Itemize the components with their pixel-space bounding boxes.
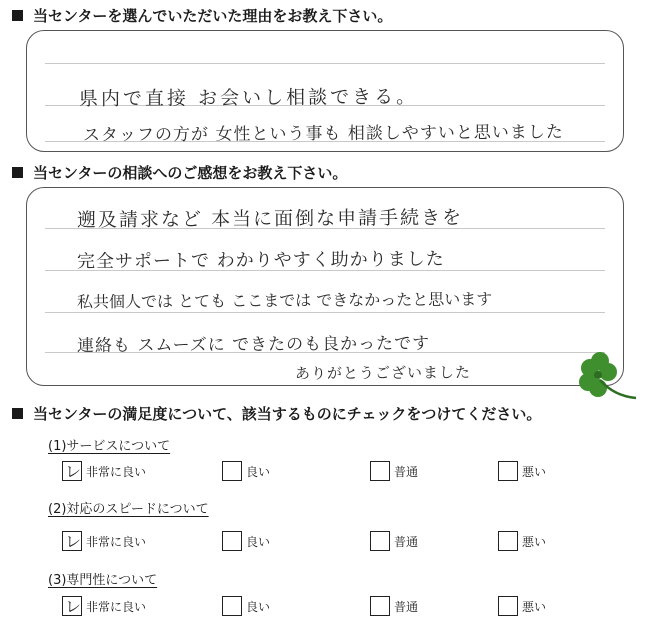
section2-answer-box — [26, 187, 624, 386]
section1-title: 当センターを選んでいただいた理由をお教え下さい。 — [33, 7, 393, 25]
option-label: 普通 — [394, 534, 419, 549]
checkbox[interactable] — [62, 531, 82, 551]
question-1-label: (1)サービスについて — [48, 439, 171, 454]
option-label: 非常に良い — [86, 534, 147, 549]
section3-heading — [12, 403, 541, 424]
checkbox[interactable] — [370, 596, 390, 616]
section3-title: 当センターの満足度について、該当するものにチェックをつけてください。 — [33, 405, 542, 423]
q2-option-very-good[interactable] — [62, 531, 146, 551]
q1-option-bad[interactable] — [498, 461, 546, 481]
option-label: 良い — [246, 534, 271, 549]
section2-answer-line-1: 遡及請求など 本当に面倒な申請手続きを — [76, 206, 464, 232]
check-mark: レ — [65, 597, 82, 616]
section1-answer-box — [26, 30, 624, 152]
section2-answer-line-5: ありがとうございました — [294, 363, 472, 383]
option-label: 良い — [246, 599, 271, 614]
q1-option-average[interactable] — [370, 461, 418, 481]
section1-heading — [12, 5, 392, 26]
section2-answer-line-2: 完全サポートで わかりやすく助かりました — [76, 248, 445, 273]
check-mark: レ — [65, 532, 82, 551]
option-label: 非常に良い — [86, 464, 147, 479]
checkbox[interactable] — [498, 461, 518, 481]
checkbox[interactable] — [370, 461, 390, 481]
checkbox[interactable] — [370, 531, 390, 551]
q3-option-average[interactable] — [370, 596, 418, 616]
section2-title: 当センターの相談へのご感想をお教え下さい。 — [33, 164, 348, 182]
option-label: 普通 — [394, 599, 419, 614]
q2-option-average[interactable] — [370, 531, 418, 551]
q3-option-good[interactable] — [222, 596, 270, 616]
q2-option-bad[interactable] — [498, 531, 546, 551]
checkbox[interactable] — [62, 596, 82, 616]
section1-answer-line-1: 県内で直接 お会いし相談できる。 — [78, 85, 419, 111]
q1-option-very-good[interactable] — [62, 461, 146, 481]
q3-option-very-good[interactable] — [62, 596, 146, 616]
option-label: 悪い — [522, 464, 547, 479]
black-square-icon — [12, 167, 23, 178]
section2-answer-line-4: 連絡も スムーズに できたのも良かったです — [76, 333, 431, 357]
option-label: 良い — [246, 464, 271, 479]
q3-option-bad[interactable] — [498, 596, 546, 616]
q2-option-good[interactable] — [222, 531, 270, 551]
checkbox[interactable] — [62, 461, 82, 481]
checkbox[interactable] — [222, 596, 242, 616]
check-mark: レ — [65, 462, 82, 481]
question-2-label: (2)対応のスピードについて — [48, 502, 209, 517]
option-label: 非常に良い — [86, 599, 147, 614]
checkbox[interactable] — [498, 596, 518, 616]
four-leaf-clover-icon — [574, 352, 640, 404]
option-label: 悪い — [522, 534, 547, 549]
checkbox[interactable] — [498, 531, 518, 551]
option-label: 悪い — [522, 599, 547, 614]
section2-answer-line-3: 私共個人では とても ここまでは できなかったと思います — [76, 289, 493, 312]
section1-answer-line-2: スタッフの方が 女性という事も 相談しやすいと思いました — [82, 122, 564, 146]
option-label: 普通 — [394, 464, 419, 479]
q1-option-good[interactable] — [222, 461, 270, 481]
question-3-label: (3)専門性について — [48, 573, 158, 588]
section2-heading — [12, 162, 347, 183]
checkbox[interactable] — [222, 461, 242, 481]
checkbox[interactable] — [222, 531, 242, 551]
black-square-icon — [12, 408, 23, 419]
black-square-icon — [12, 10, 23, 21]
